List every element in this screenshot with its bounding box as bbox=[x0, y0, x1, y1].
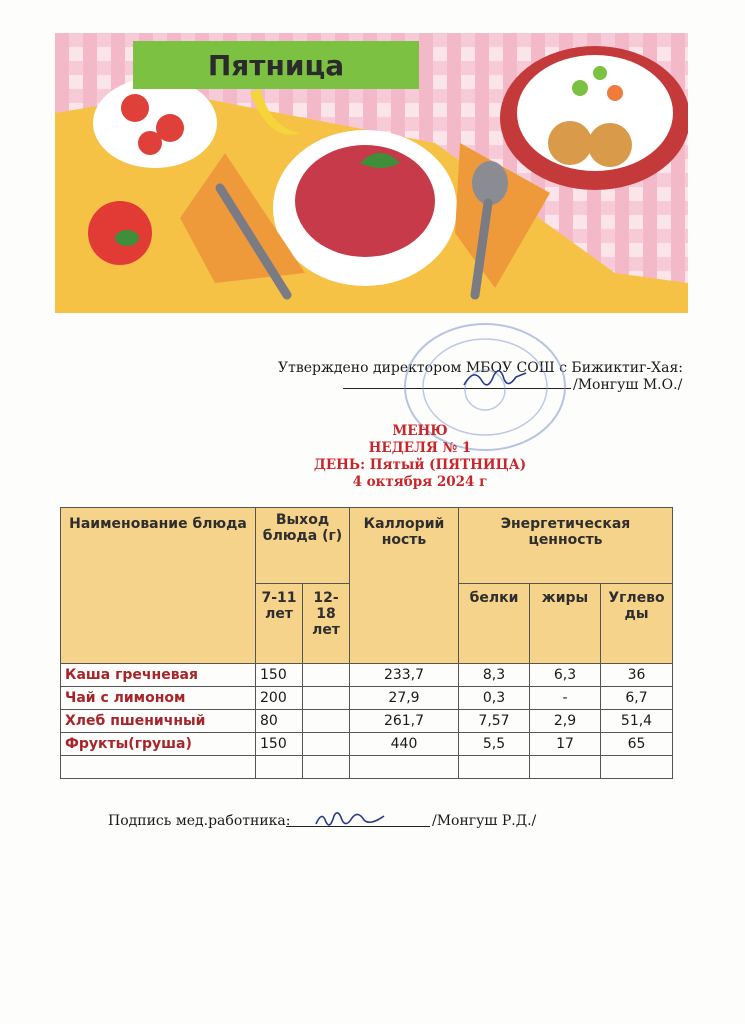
carbs: 65 bbox=[601, 733, 673, 756]
calories: 27,9 bbox=[350, 687, 459, 710]
header-portion: Выход блюда (г) bbox=[256, 508, 350, 584]
fat: - bbox=[530, 687, 601, 710]
empty-cell bbox=[601, 756, 673, 779]
portion-12-18 bbox=[303, 710, 350, 733]
fat: 2,9 bbox=[530, 710, 601, 733]
header-carbs: Углево ды bbox=[601, 584, 673, 664]
header-age-7-11: 7-11 лет bbox=[256, 584, 303, 664]
empty-cell bbox=[303, 756, 350, 779]
protein: 8,3 bbox=[459, 664, 530, 687]
menu-table bbox=[60, 507, 673, 779]
carbs: 36 bbox=[601, 664, 673, 687]
header-protein: белки bbox=[459, 584, 530, 664]
empty-cell bbox=[530, 756, 601, 779]
portion-7-11: 150 bbox=[256, 664, 303, 687]
header-fat: жиры bbox=[530, 584, 601, 664]
banner-illustration bbox=[55, 33, 688, 313]
day-label: Пятница bbox=[133, 41, 419, 89]
protein: 7,57 bbox=[459, 710, 530, 733]
portion-12-18 bbox=[303, 687, 350, 710]
medic-name: /Монгуш Р.Д./ bbox=[432, 813, 537, 829]
calories: 233,7 bbox=[350, 664, 459, 687]
empty-cell bbox=[61, 756, 256, 779]
portion-12-18 bbox=[303, 664, 350, 687]
table-row-empty bbox=[61, 756, 673, 779]
dish-name: Чай с лимоном bbox=[61, 687, 256, 710]
week-label: НЕДЕЛЯ № 1 bbox=[368, 440, 472, 456]
portion-7-11: 80 bbox=[256, 710, 303, 733]
calories: 440 bbox=[350, 733, 459, 756]
empty-cell bbox=[459, 756, 530, 779]
table-row bbox=[61, 664, 673, 687]
header-age-12-18: 12-18 лет bbox=[303, 584, 350, 664]
menu-date: 4 октября 2024 г bbox=[352, 474, 488, 490]
protein: 0,3 bbox=[459, 687, 530, 710]
carbs: 6,7 bbox=[601, 687, 673, 710]
empty-cell bbox=[256, 756, 303, 779]
portion-7-11: 200 bbox=[256, 687, 303, 710]
header-calories: Каллорий ность bbox=[350, 508, 459, 664]
portion-7-11: 150 bbox=[256, 733, 303, 756]
empty-cell bbox=[350, 756, 459, 779]
dish-name: Фрукты(груша) bbox=[61, 733, 256, 756]
dish-name: Хлеб пшеничный bbox=[61, 710, 256, 733]
menu-title: МЕНЮ bbox=[392, 423, 448, 439]
day-title: ДЕНЬ: Пятый (ПЯТНИЦА) bbox=[313, 457, 527, 473]
protein: 5,5 bbox=[459, 733, 530, 756]
fat: 17 bbox=[530, 733, 601, 756]
table-row bbox=[61, 710, 673, 733]
header-dish-name: Наименование блюда bbox=[61, 508, 256, 664]
header-energy: Энергетическая ценность bbox=[459, 508, 673, 584]
director-name: /Монгуш М.О./ bbox=[573, 377, 683, 393]
fat: 6,3 bbox=[530, 664, 601, 687]
table-row bbox=[61, 687, 673, 710]
dish-name: Каша гречневая bbox=[61, 664, 256, 687]
calories: 261,7 bbox=[350, 710, 459, 733]
director-signature bbox=[460, 365, 530, 393]
approval-text: Утверждено директором МБОУ СОШ с Бижиктиг-Хая: bbox=[278, 360, 683, 376]
portion-12-18 bbox=[303, 733, 350, 756]
carbs: 51,4 bbox=[601, 710, 673, 733]
medic-signature bbox=[312, 806, 392, 830]
table-row bbox=[61, 733, 673, 756]
medic-signature-label: Подпись мед.работника: bbox=[108, 813, 291, 829]
